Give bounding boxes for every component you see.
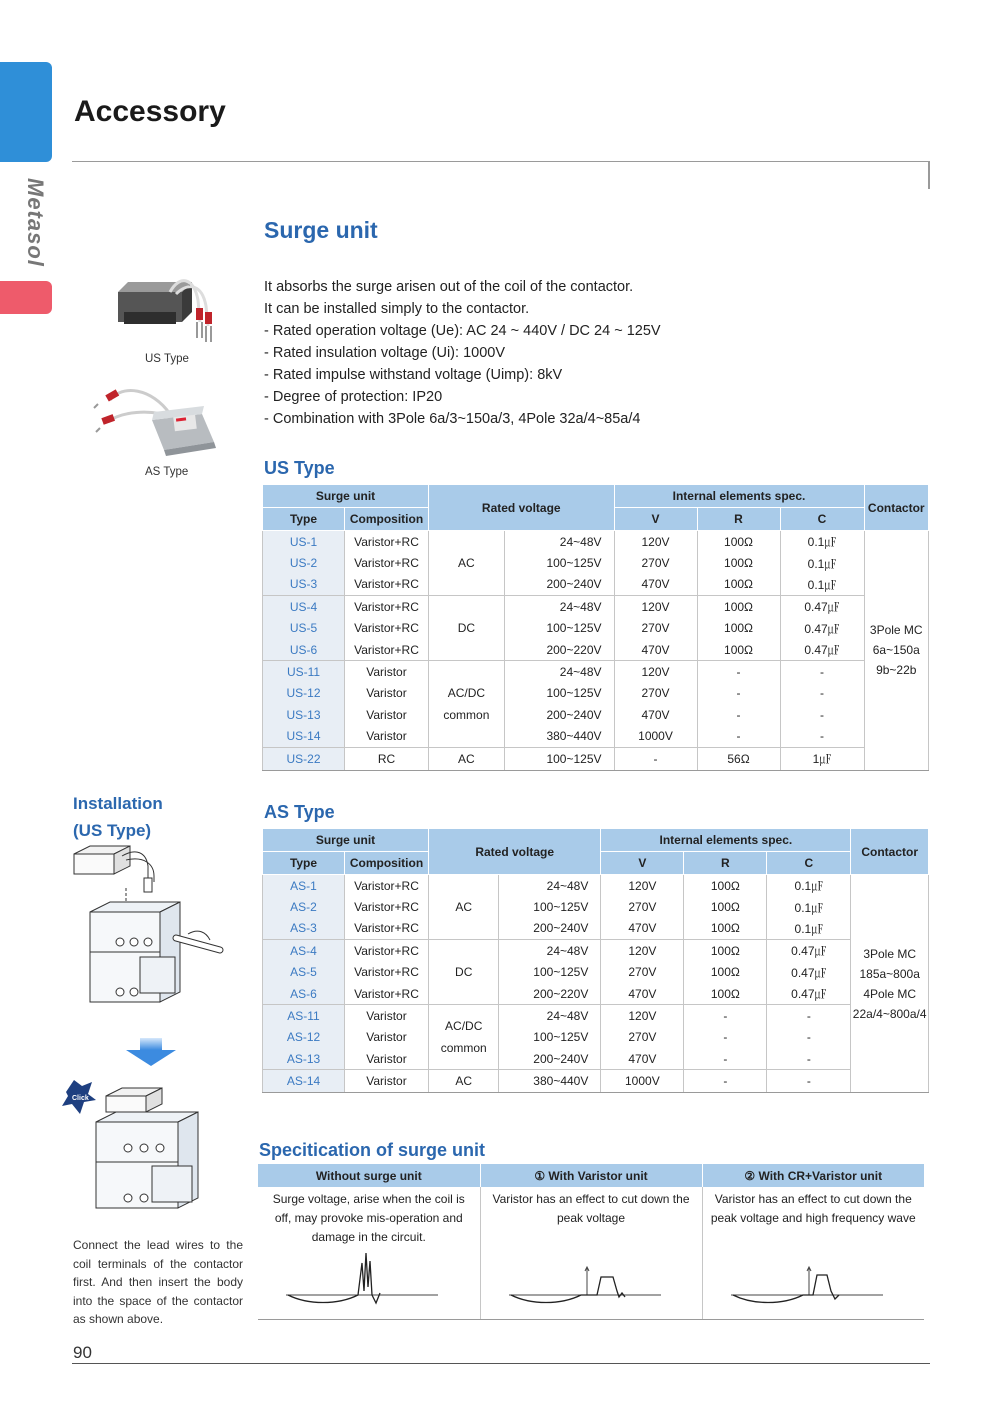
type-cell: US-1 bbox=[263, 531, 345, 553]
table-row bbox=[263, 961, 929, 983]
v-cell: 120V bbox=[614, 596, 697, 618]
voltage-kind-label: common bbox=[440, 1041, 487, 1056]
voltage-range-cell: 24~48V bbox=[504, 661, 614, 683]
page-title: Accessory bbox=[74, 95, 226, 128]
intro-line: It can be installed simply to the contactor. bbox=[264, 301, 530, 317]
side-tab-blue bbox=[0, 62, 52, 162]
c-cell: - bbox=[767, 1005, 851, 1027]
type-cell: AS-13 bbox=[263, 1048, 345, 1070]
type-header: Type bbox=[263, 508, 345, 531]
voltage-range-cell: 200~220V bbox=[499, 983, 601, 1005]
table-row bbox=[263, 617, 929, 639]
c-cell: 0.47㎌ bbox=[780, 639, 864, 661]
col-without-surge-text: Surge voltage, arise when the coil is off, may provoke mis-operation and damage in the circuit. bbox=[272, 1192, 465, 1244]
as-type-table bbox=[262, 828, 929, 1093]
voltage-kind-cell bbox=[429, 875, 499, 940]
composition-cell: Varistor+RC bbox=[345, 961, 429, 983]
col-cr-varistor-header: ② With CR+Varistor unit bbox=[702, 1164, 924, 1187]
c-header: C bbox=[767, 852, 851, 875]
type-header: Type bbox=[263, 852, 345, 875]
c-cell: 0.1㎌ bbox=[767, 918, 851, 940]
composition-cell: Varistor bbox=[345, 1070, 429, 1093]
composition-cell: Varistor+RC bbox=[345, 940, 429, 962]
v-header: V bbox=[614, 508, 697, 531]
contactor-line: 9b~22b bbox=[876, 663, 917, 678]
v-cell: 120V bbox=[601, 1005, 684, 1027]
composition-cell: Varistor+RC bbox=[345, 875, 429, 897]
installation-step2-illustration bbox=[62, 1078, 212, 1218]
composition-cell: Varistor+RC bbox=[345, 552, 429, 574]
composition-cell: Varistor+RC bbox=[345, 918, 429, 940]
col-cr-varistor-cell bbox=[702, 1187, 924, 1319]
type-cell: AS-14 bbox=[263, 1070, 345, 1093]
type-cell: US-2 bbox=[263, 552, 345, 574]
type-cell: AS-4 bbox=[263, 940, 345, 962]
table-row bbox=[263, 1048, 929, 1070]
us-type-table bbox=[262, 484, 929, 771]
contactor-line: 6a~150a bbox=[872, 643, 920, 658]
table-row bbox=[263, 552, 929, 574]
c-cell: - bbox=[767, 1048, 851, 1070]
voltage-range-cell: 200~240V bbox=[499, 918, 601, 940]
side-brand bbox=[23, 178, 56, 278]
c-cell: 0.1㎌ bbox=[780, 531, 864, 553]
col-varistor-text: Varistor has an effect to cut down the peak voltage bbox=[492, 1192, 690, 1225]
voltage-range-cell: 100~125V bbox=[499, 961, 601, 983]
v-cell: 270V bbox=[601, 1026, 684, 1048]
waveform-varistor bbox=[501, 1251, 661, 1311]
voltage-kind-cell bbox=[429, 596, 505, 661]
waveform-without-surge bbox=[278, 1251, 438, 1311]
type-cell: US-6 bbox=[263, 639, 345, 661]
r-cell: - bbox=[697, 726, 780, 748]
v-cell: 120V bbox=[601, 875, 684, 897]
contactor-line: 22a/4~800a/4 bbox=[852, 1006, 927, 1021]
c-cell: 0.47㎌ bbox=[767, 961, 851, 983]
col-varistor-header: ① With Varistor unit bbox=[480, 1164, 702, 1187]
type-cell: US-22 bbox=[263, 747, 345, 770]
voltage-kind-cell bbox=[429, 747, 505, 770]
title-rule bbox=[72, 161, 930, 189]
composition-cell: Varistor bbox=[345, 682, 429, 704]
voltage-range-cell: 100~125V bbox=[499, 896, 601, 918]
r-cell: 100Ω bbox=[697, 552, 780, 574]
v-cell: 470V bbox=[601, 918, 684, 940]
contactor-header: Contactor bbox=[864, 485, 928, 531]
v-cell: 470V bbox=[614, 574, 697, 596]
voltage-range-cell: 24~48V bbox=[499, 1005, 601, 1027]
voltage-range-cell: 100~125V bbox=[504, 747, 614, 770]
table-row bbox=[263, 1005, 929, 1027]
installation-step1-illustration bbox=[70, 842, 230, 1012]
table-row bbox=[263, 574, 929, 596]
composition-cell: Varistor bbox=[345, 1026, 429, 1048]
spec-surge-heading: Specitication of surge unit bbox=[259, 1140, 486, 1160]
voltage-range-cell: 24~48V bbox=[499, 875, 601, 897]
v-cell: - bbox=[614, 747, 697, 770]
r-cell: 100Ω bbox=[697, 639, 780, 661]
composition-cell: Varistor bbox=[345, 1005, 429, 1027]
c-cell: - bbox=[780, 661, 864, 683]
as-type-heading: AS Type bbox=[264, 802, 335, 822]
r-cell: - bbox=[697, 661, 780, 683]
voltage-kind-label: AC bbox=[455, 900, 473, 915]
r-cell: 100Ω bbox=[684, 961, 767, 983]
c-cell: 0.47㎌ bbox=[780, 617, 864, 639]
voltage-kind-label: AC/DC bbox=[447, 686, 486, 700]
v-cell: 470V bbox=[614, 639, 697, 661]
composition-cell: Varistor+RC bbox=[345, 617, 429, 639]
r-cell: - bbox=[684, 1005, 767, 1027]
intro-line: It absorbs the surge arisen out of the coil of the contactor. bbox=[264, 279, 634, 295]
r-cell: 100Ω bbox=[684, 918, 767, 940]
surge-intro bbox=[264, 276, 661, 430]
click-label: Click bbox=[72, 1095, 89, 1102]
c-header: C bbox=[780, 508, 864, 531]
r-cell: - bbox=[684, 1048, 767, 1070]
installation-heading bbox=[73, 790, 163, 844]
voltage-range-cell: 200~240V bbox=[499, 1048, 601, 1070]
type-cell: US-12 bbox=[263, 682, 345, 704]
voltage-range-cell: 24~48V bbox=[499, 940, 601, 962]
r-cell: 100Ω bbox=[684, 940, 767, 962]
installation-heading-line: Installation bbox=[73, 794, 163, 813]
voltage-range-cell: 200~220V bbox=[504, 639, 614, 661]
intro-line: - Rated impulse withstand voltage (Uimp): 8kV bbox=[264, 367, 563, 383]
table-row bbox=[263, 726, 929, 748]
composition-cell: Varistor+RC bbox=[345, 639, 429, 661]
table-row bbox=[263, 531, 929, 553]
contactor-cell bbox=[851, 875, 929, 1093]
c-cell: 0.47㎌ bbox=[767, 940, 851, 962]
spec-surge-table bbox=[258, 1164, 924, 1320]
r-cell: - bbox=[684, 1026, 767, 1048]
v-cell: 470V bbox=[601, 983, 684, 1005]
rated-voltage-header: Rated voltage bbox=[429, 485, 615, 531]
installation-text: Connect the lead wires to the coil terminals of the contactor first. And then insert the body into the space of the contactor as shown above. bbox=[73, 1238, 243, 1326]
c-cell: - bbox=[767, 1070, 851, 1093]
v-cell: 470V bbox=[614, 704, 697, 726]
v-cell: 120V bbox=[614, 661, 697, 683]
v-cell: 470V bbox=[601, 1048, 684, 1070]
table-row bbox=[263, 639, 929, 661]
surge-unit-header: Surge unit bbox=[263, 829, 429, 852]
v-cell: 270V bbox=[614, 617, 697, 639]
type-cell: AS-3 bbox=[263, 918, 345, 940]
c-cell: 1㎌ bbox=[780, 747, 864, 770]
composition-cell: Varistor bbox=[345, 661, 429, 683]
type-cell: US-13 bbox=[263, 704, 345, 726]
as-type-caption: AS Type bbox=[145, 466, 189, 478]
type-cell: AS-11 bbox=[263, 1005, 345, 1027]
intro-line: - Combination with 3Pole 6a/3~150a/3, 4Pole 32a/4~85a/4 bbox=[264, 411, 641, 427]
v-cell: 270V bbox=[601, 961, 684, 983]
c-cell: - bbox=[767, 1026, 851, 1048]
voltage-kind-cell bbox=[429, 1070, 499, 1093]
table-row bbox=[263, 896, 929, 918]
table-row bbox=[263, 1070, 929, 1093]
contactor-line: 185a~800a bbox=[859, 966, 920, 981]
internal-elements-header: Internal elements spec. bbox=[614, 485, 864, 508]
r-cell: 100Ω bbox=[684, 896, 767, 918]
voltage-kind-label: AC bbox=[455, 1074, 473, 1089]
voltage-range-cell: 100~125V bbox=[504, 617, 614, 639]
composition-cell: Varistor bbox=[345, 704, 429, 726]
c-cell: 0.1㎌ bbox=[767, 896, 851, 918]
table-row bbox=[263, 983, 929, 1005]
voltage-kind-label: AC bbox=[458, 751, 475, 766]
r-header: R bbox=[697, 508, 780, 531]
voltage-range-cell: 380~440V bbox=[499, 1070, 601, 1093]
v-cell: 270V bbox=[614, 682, 697, 704]
type-cell: US-5 bbox=[263, 617, 345, 639]
v-cell: 270V bbox=[601, 896, 684, 918]
voltage-kind-cell bbox=[429, 1005, 499, 1070]
col-varistor-cell bbox=[480, 1187, 702, 1319]
contactor-line: 3Pole MC bbox=[869, 623, 923, 638]
as-type-product-image bbox=[92, 378, 222, 468]
voltage-range-cell: 100~125V bbox=[504, 682, 614, 704]
voltage-range-cell: 100~125V bbox=[504, 552, 614, 574]
voltage-kind-label: AC bbox=[458, 556, 475, 571]
us-type-heading: US Type bbox=[264, 458, 335, 478]
voltage-range-cell: 200~240V bbox=[504, 704, 614, 726]
rated-voltage-header: Rated voltage bbox=[429, 829, 601, 875]
table-row bbox=[263, 661, 929, 683]
contactor-line: 4Pole MC bbox=[863, 986, 917, 1001]
table-row bbox=[263, 682, 929, 704]
composition-header: Composition bbox=[345, 852, 429, 875]
r-cell: 100Ω bbox=[697, 596, 780, 618]
surge-unit-heading: Surge unit bbox=[264, 217, 378, 243]
waveform-cr-varistor bbox=[723, 1251, 883, 1311]
us-type-product-image bbox=[110, 270, 220, 350]
voltage-range-cell: 24~48V bbox=[504, 596, 614, 618]
type-cell: AS-2 bbox=[263, 896, 345, 918]
r-cell: 56Ω bbox=[697, 747, 780, 770]
col-without-surge-cell bbox=[258, 1187, 480, 1319]
surge-unit-header: Surge unit bbox=[263, 485, 429, 508]
r-cell: - bbox=[697, 682, 780, 704]
c-cell: 0.1㎌ bbox=[780, 552, 864, 574]
v-cell: 1000V bbox=[614, 726, 697, 748]
v-cell: 120V bbox=[601, 940, 684, 962]
type-cell: US-3 bbox=[263, 574, 345, 596]
installation-heading-line: (US Type) bbox=[73, 821, 152, 840]
r-cell: 100Ω bbox=[684, 875, 767, 897]
composition-cell: RC bbox=[345, 747, 429, 770]
c-cell: 0.47㎌ bbox=[780, 596, 864, 618]
r-cell: 100Ω bbox=[684, 983, 767, 1005]
us-type-caption: US Type bbox=[145, 353, 189, 365]
c-cell: - bbox=[780, 682, 864, 704]
type-cell: AS-12 bbox=[263, 1026, 345, 1048]
contactor-header: Contactor bbox=[851, 829, 929, 875]
c-cell: 0.1㎌ bbox=[767, 875, 851, 897]
r-cell: - bbox=[684, 1070, 767, 1093]
composition-cell: Varistor+RC bbox=[345, 596, 429, 618]
intro-line: - Rated operation voltage (Ue): AC 24 ~ 440V / DC 24 ~ 125V bbox=[264, 323, 661, 339]
v-cell: 120V bbox=[614, 531, 697, 553]
voltage-range-cell: 24~48V bbox=[504, 531, 614, 553]
r-cell: 100Ω bbox=[697, 531, 780, 553]
composition-cell: Varistor+RC bbox=[345, 896, 429, 918]
voltage-range-cell: 100~125V bbox=[499, 1026, 601, 1048]
composition-cell: Varistor+RC bbox=[345, 983, 429, 1005]
table-row bbox=[263, 1026, 929, 1048]
voltage-kind-label: DC bbox=[457, 621, 476, 636]
composition-cell: Varistor+RC bbox=[345, 531, 429, 553]
table-row bbox=[263, 875, 929, 897]
type-cell: AS-6 bbox=[263, 983, 345, 1005]
r-cell: - bbox=[697, 704, 780, 726]
voltage-kind-label: DC bbox=[455, 965, 473, 980]
internal-elements-header: Internal elements spec. bbox=[601, 829, 851, 852]
voltage-kind-cell bbox=[429, 531, 505, 596]
voltage-kind-label: AC/DC bbox=[445, 1019, 483, 1034]
r-cell: 100Ω bbox=[697, 574, 780, 596]
side-brand-label: Metasol bbox=[23, 178, 48, 267]
type-cell: US-4 bbox=[263, 596, 345, 618]
type-cell: AS-5 bbox=[263, 961, 345, 983]
table-row bbox=[263, 596, 929, 618]
v-header: V bbox=[601, 852, 684, 875]
c-cell: - bbox=[780, 726, 864, 748]
r-cell: 100Ω bbox=[697, 617, 780, 639]
bottom-rule bbox=[72, 1363, 930, 1364]
table-row bbox=[263, 747, 929, 770]
table-row bbox=[263, 940, 929, 962]
table-row bbox=[263, 918, 929, 940]
side-tab-red bbox=[0, 281, 52, 314]
down-arrow-icon bbox=[126, 1038, 176, 1066]
contactor-line: 3Pole MC bbox=[863, 946, 917, 961]
v-cell: 270V bbox=[614, 552, 697, 574]
page-number: 90 bbox=[73, 1343, 92, 1362]
c-cell: 0.1㎌ bbox=[780, 574, 864, 596]
composition-cell: Varistor bbox=[345, 1048, 429, 1070]
type-cell: US-11 bbox=[263, 661, 345, 683]
c-cell: 0.47㎌ bbox=[767, 983, 851, 1005]
voltage-kind-cell bbox=[429, 661, 505, 748]
type-cell: AS-1 bbox=[263, 875, 345, 897]
composition-cell: Varistor bbox=[345, 726, 429, 748]
c-cell: - bbox=[780, 704, 864, 726]
voltage-range-cell: 380~440V bbox=[504, 726, 614, 748]
v-cell: 1000V bbox=[601, 1070, 684, 1093]
r-header: R bbox=[684, 852, 767, 875]
col-without-surge-header: Without surge unit bbox=[258, 1164, 480, 1187]
type-cell: US-14 bbox=[263, 726, 345, 748]
composition-cell: Varistor+RC bbox=[345, 574, 429, 596]
intro-line: - Degree of protection: IP20 bbox=[264, 389, 443, 405]
intro-line: - Rated insulation voltage (Ui): 1000V bbox=[264, 345, 505, 361]
voltage-range-cell: 200~240V bbox=[504, 574, 614, 596]
voltage-kind-cell bbox=[429, 940, 499, 1005]
col-cr-varistor-text: Varistor has an effect to cut down the peak voltage and high frequency wave bbox=[710, 1192, 916, 1225]
composition-header: Composition bbox=[345, 508, 429, 531]
voltage-kind-label: common bbox=[443, 708, 490, 722]
table-row bbox=[263, 704, 929, 726]
contactor-cell bbox=[864, 531, 928, 771]
